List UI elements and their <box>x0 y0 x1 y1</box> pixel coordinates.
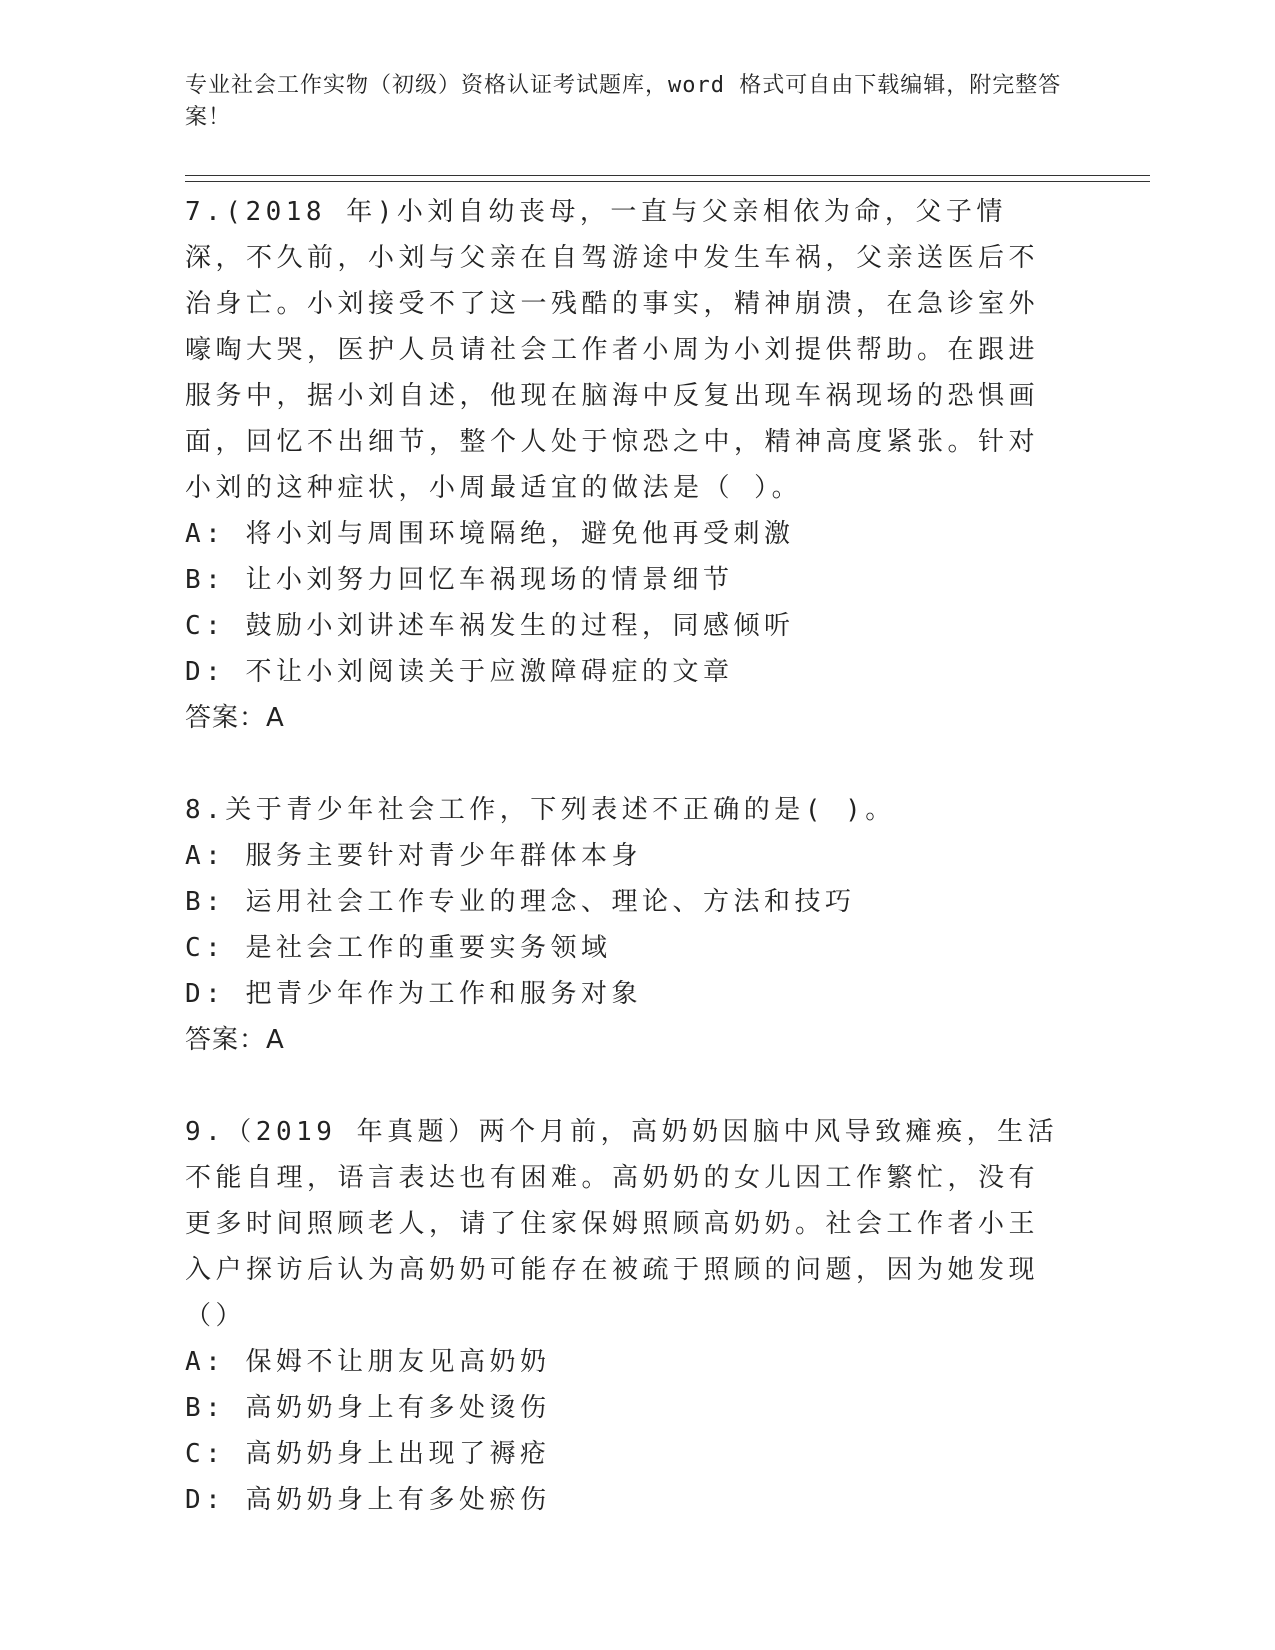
answer-line: 答案：A <box>185 1025 285 1055</box>
question-text: 8.关于青少年社会工作，下列表述不正确的是( )。 <box>185 795 896 825</box>
header-rule-top <box>185 175 1150 176</box>
option-b: B: 高奶奶身上有多处烫伤 <box>185 1393 551 1423</box>
question-9 <box>185 1109 1065 1523</box>
option-c: C: 高奶奶身上出现了褥疮 <box>185 1439 551 1469</box>
page-header: 专业社会工作实物（初级）资格认证考试题库，word 格式可自由下载编辑，附完整答案！ <box>185 73 1062 130</box>
option-a: A: 服务主要针对青少年群体本身 <box>185 841 642 871</box>
question-list <box>185 189 1065 1523</box>
option-d: D: 高奶奶身上有多处瘀伤 <box>185 1485 551 1515</box>
question-gap <box>185 741 1065 787</box>
option-b: B: 让小刘努力回忆车祸现场的情景细节 <box>185 565 734 595</box>
option-d: D: 把青少年作为工作和服务对象 <box>185 979 642 1009</box>
option-b: B: 运用社会工作专业的理念、理论、方法和技巧 <box>185 887 856 917</box>
answer-line: 答案：A <box>185 703 285 733</box>
question-7 <box>185 189 1065 741</box>
option-a: A: 将小刘与周围环境隔绝，避免他再受刺激 <box>185 519 795 549</box>
header-rule-bottom <box>185 181 1150 182</box>
question-text: 7.(2018 年)小刘自幼丧母，一直与父亲相依为命，父子情深，不久前，小刘与父亲在自驾游途中发生车祸，父亲送医后不治身亡。小刘接受不了这一残酷的事实，精神崩溃，在急诊室外嚎啕大哭，医护人员请社会工作者小周为小刘提供帮助。在跟进服务中，据小刘自述，他现在脑海中反复出现车祸现场的恐惧画面，回忆不出细节，整个人处于惊恐之中，精神高度紧张。针对小刘的这种症状，小周最适宜的做法是（ ）。 <box>185 197 1040 503</box>
question-text: 9.（2019 年真题）两个月前，高奶奶因脑中风导致瘫痪，生活不能自理，语言表达也有困难。高奶奶的女儿因工作繁忙，没有更多时间照顾老人，请了住家保姆照顾高奶奶。社会工作者小王入户探访后认为高奶奶可能存在被疏于照顾的问题，因为她发现（） <box>185 1117 1059 1331</box>
option-c: C: 是社会工作的重要实务领域 <box>185 933 612 963</box>
option-a: A: 保姆不让朋友见高奶奶 <box>185 1347 551 1377</box>
question-8 <box>185 787 1065 1063</box>
question-gap <box>185 1063 1065 1109</box>
option-c: C: 鼓励小刘讲述车祸发生的过程，同感倾听 <box>185 611 795 641</box>
option-d: D: 不让小刘阅读关于应激障碍症的文章 <box>185 657 734 687</box>
